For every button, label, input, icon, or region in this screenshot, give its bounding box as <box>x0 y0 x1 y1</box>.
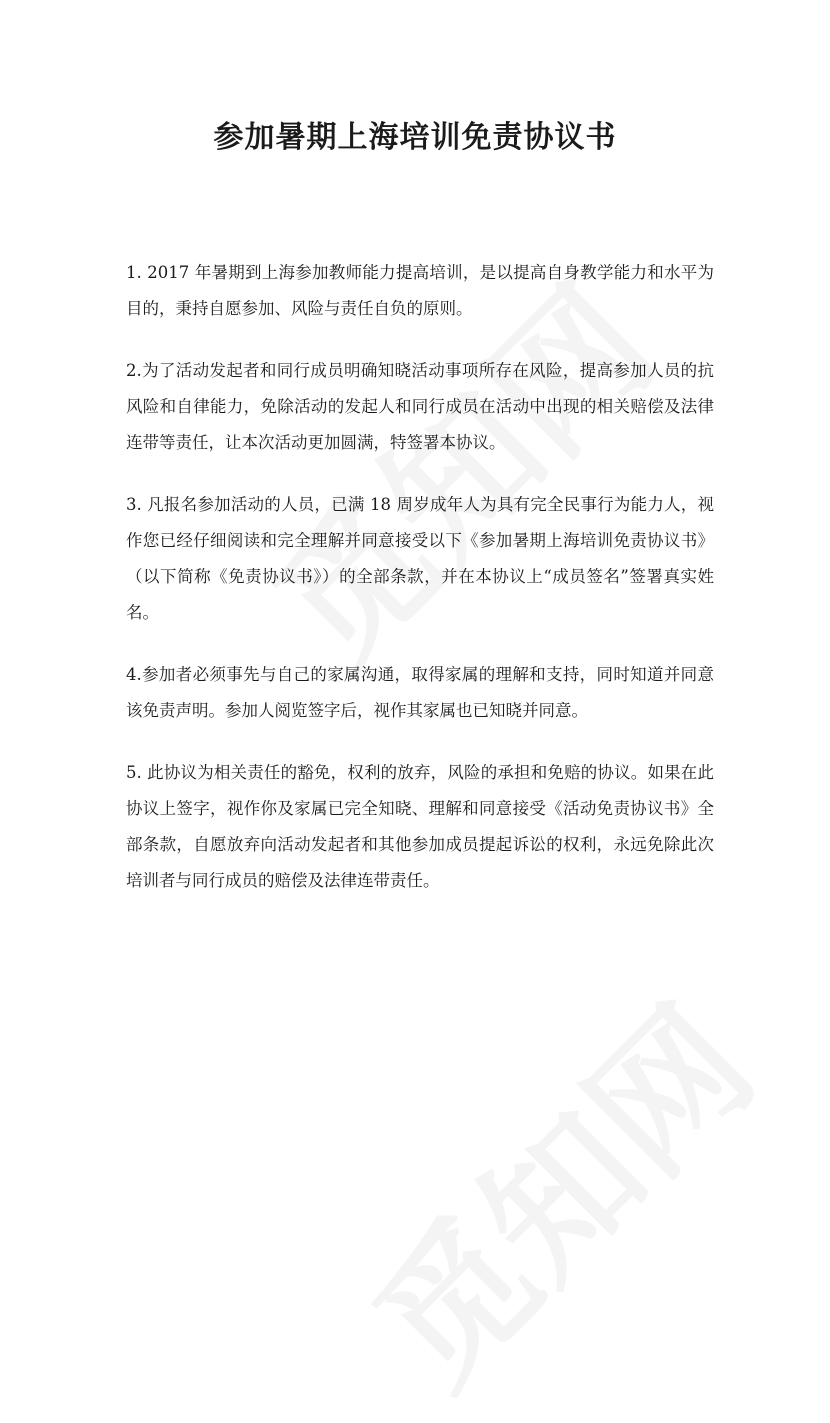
paragraph-1: 1. 2017 年暑期到上海参加教师能力提高培训，是以提高自身教学能力和水平为目的，秉持自愿参加、风险与责任自负的原则。 <box>126 263 714 318</box>
watermark <box>320 953 791 1423</box>
paragraph-2: 2.为了活动发起者和同行成员明确知晓活动事项所存在风险，提高参加人员的抗风险和自律能力，免除活动的发起人和同行成员在活动中出现的相关赔偿及法律连带等责任，让本次活动更加圆满，特签署本协议。 <box>126 361 714 452</box>
paragraph-3: 3. 凡报名参加活动的人员，已满 18 周岁成年人为具有完全民事行为能力人，视作您已经仔细阅读和完全理解并同意接受以下《参加暑期上海培训免责协议书》（以下简称《免责协议书》）的全部条款，并在本协议上“成员签名”签署真实姓名。 <box>126 495 714 622</box>
paragraph-5: 5. 此协议为相关责任的豁免，权利的放弃，风险的承担和免赔的协议。如果在此协议上签字，视作你及家属已完全知晓、理解和同意接受《活动免责协议书》全部条款，自愿放弃向活动发起者和其他参加成员提起诉讼的权利，永远免除此次培训者与同行成员的赔偿及法律连带责任。 <box>126 763 714 890</box>
document-body <box>126 255 714 925</box>
document-title: 参加暑期上海培训免责协议书 <box>213 120 617 155</box>
paragraph-4: 4.参加者必须事先与自己的家属沟通，取得家属的理解和支持，同时知道并同意该免责声明。参加人阅览签字后，视作其家属也已知晓并同意。 <box>126 665 714 720</box>
